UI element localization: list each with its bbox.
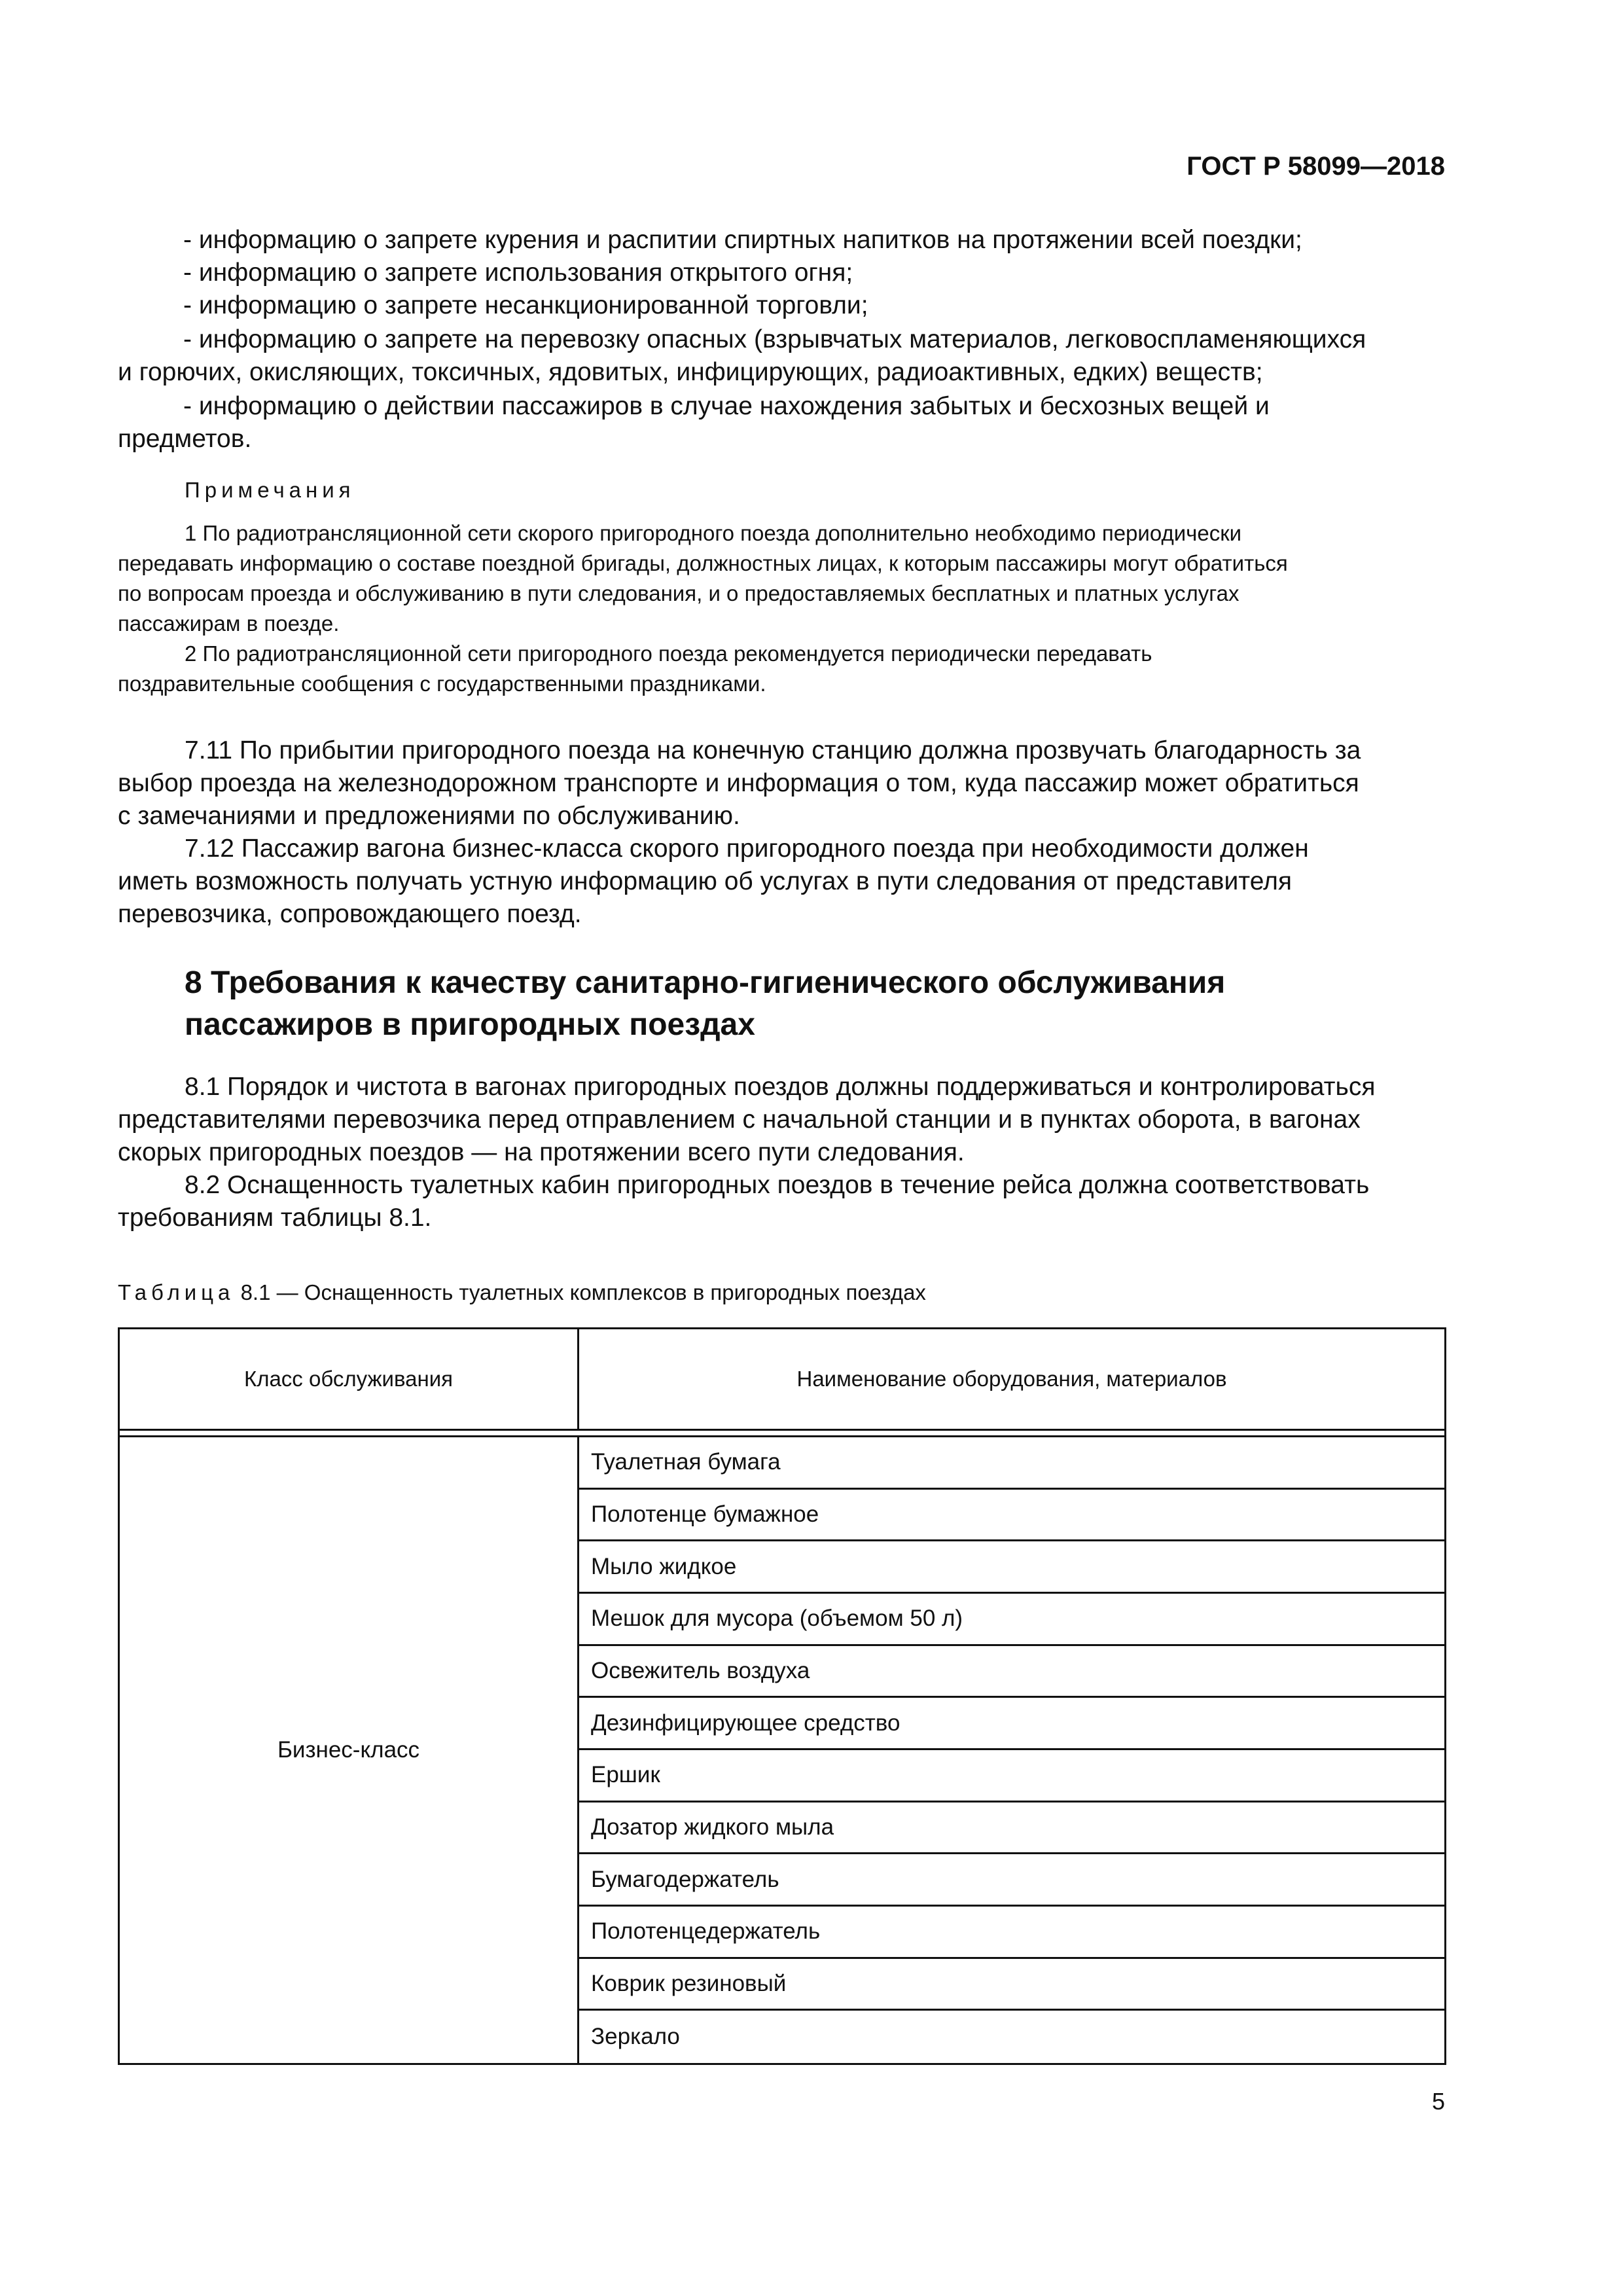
table-header-equipment: Наименование оборудования, материалов xyxy=(796,1367,1227,1391)
table-header-rule-top xyxy=(120,1429,1444,1431)
table-row: Ершик xyxy=(579,1750,1444,1803)
table-row: Туалетная бумага xyxy=(579,1437,1444,1490)
table-row: Дозатор жидкого мыла xyxy=(579,1803,1444,1855)
paragraph-7-11-line1: 7.11 По прибытии пригородного поезда на конечную станцию должна прозвучать благодарность за xyxy=(185,736,1361,764)
table-row: Мешок для мусора (объемом 50 л) xyxy=(579,1594,1444,1646)
paragraph-8-2-line1: 8.2 Оснащенность туалетных кабин пригородных поездов в течение рейса должна соответствовать xyxy=(185,1171,1370,1199)
table-caption-label: Таблица xyxy=(118,1280,235,1304)
table-row: Мыло жидкое xyxy=(579,1541,1444,1594)
note-1-line1: 1 По радиотрансляционной сети скорого пригородного поезда дополнительно необходимо периодически xyxy=(185,521,1242,545)
table-header-class: Класс обслуживания xyxy=(120,1329,579,1429)
paragraph-8-1-line1: 8.1 Порядок и чистота в вагонах пригородных поездов должны поддерживаться и контролироваться xyxy=(185,1073,1376,1101)
list-item-dangerous-line2: и горючих, окисляющих, токсичных, ядовитых, инфицирующих, радиоактивных, едких) веществ; xyxy=(118,358,1263,386)
table-row: Зеркало xyxy=(591,2024,680,2050)
paragraph-7-12-line2: иметь возможность получать устную информацию об услугах в пути следования от представителя xyxy=(118,867,1292,895)
table-row: Освежитель воздуха xyxy=(579,1646,1444,1698)
table-caption-text: 8.1 — Оснащенность туалетных комплексов в пригородных поездах xyxy=(240,1280,926,1304)
list-item-lost-items-line2: предметов. xyxy=(118,425,252,453)
section-8-heading-line1: 8 Требования к качеству санитарно-гигиенического обслуживания xyxy=(185,965,1226,1000)
table-caption xyxy=(118,1278,926,1307)
paragraph-7-12-line3: перевозчика, сопровождающего поезд. xyxy=(118,900,582,928)
paragraph-7-11-line2: выбор проезда на железнодорожном транспорте и информация о том, куда пассажир может обратиться xyxy=(118,769,1359,797)
page-number: 5 xyxy=(1431,2088,1445,2115)
note-1-line3: по вопросам проезда и обслуживанию в пути следования, и о предоставляемых бесплатных и платных услугах xyxy=(118,581,1240,605)
list-item-fire: - информацию о запрете использования открытого огня; xyxy=(183,259,853,287)
list-item-lost-items-line1: - информацию о действии пассажиров в случае нахождения забытых и бесхозных вещей и xyxy=(183,392,1270,420)
paragraph-8-1-line2: представителями перевозчика перед отправлением с начальной станции и в пунктах оборота, в вагонах xyxy=(118,1105,1361,1134)
table-row: Дезинфицирующее средство xyxy=(579,1698,1444,1750)
list-item-smoking: - информацию о запрете курения и распитии спиртных напитков на протяжении всей поездки; xyxy=(183,226,1302,254)
table-row: Бумагодержатель xyxy=(579,1854,1444,1907)
table-row: Коврик резиновый xyxy=(579,1959,1444,2011)
equipment-table xyxy=(118,1327,1446,2065)
paragraph-7-12-line1: 7.12 Пассажир вагона бизнес-класса скорого пригородного поезда при необходимости должен xyxy=(185,834,1309,863)
table-items xyxy=(579,1437,1444,2063)
note-1-line4: пассажирам в поезде. xyxy=(118,611,340,636)
table-row: Полотенцедержатель xyxy=(579,1907,1444,1959)
notes-title: Примечания xyxy=(185,478,355,502)
paragraph-8-1-line3: скорых пригородных поездов — на протяжении всего пути следования. xyxy=(118,1138,965,1166)
table-cell-class: Бизнес-класс xyxy=(120,1437,579,2063)
note-1-line2: передавать информацию о составе поездной бригады, должностных лицах, к которым пассажиры могут обратиться xyxy=(118,551,1288,575)
document-code: ГОСТ Р 58099—2018 xyxy=(1186,152,1445,181)
list-item-dangerous-line1: - информацию о запрете на перевозку опасных (взрывчатых материалов, легковоспламеняющихся xyxy=(183,325,1366,353)
note-2-line2: поздравительные сообщения с государственными праздниками. xyxy=(118,672,766,696)
paragraph-8-2-line2: требованиям таблицы 8.1. xyxy=(118,1204,432,1232)
table-row: Полотенце бумажное xyxy=(579,1490,1444,1542)
list-item-trade: - информацию о запрете несанкционированной торговли; xyxy=(183,291,868,319)
paragraph-7-11-line3: с замечаниями и предложениями по обслуживанию. xyxy=(118,802,740,830)
note-2-line1: 2 По радиотрансляционной сети пригородного поезда рекомендуется периодически передавать xyxy=(185,641,1152,666)
section-8-heading-line2: пассажиров в пригородных поездах xyxy=(185,1007,755,1042)
